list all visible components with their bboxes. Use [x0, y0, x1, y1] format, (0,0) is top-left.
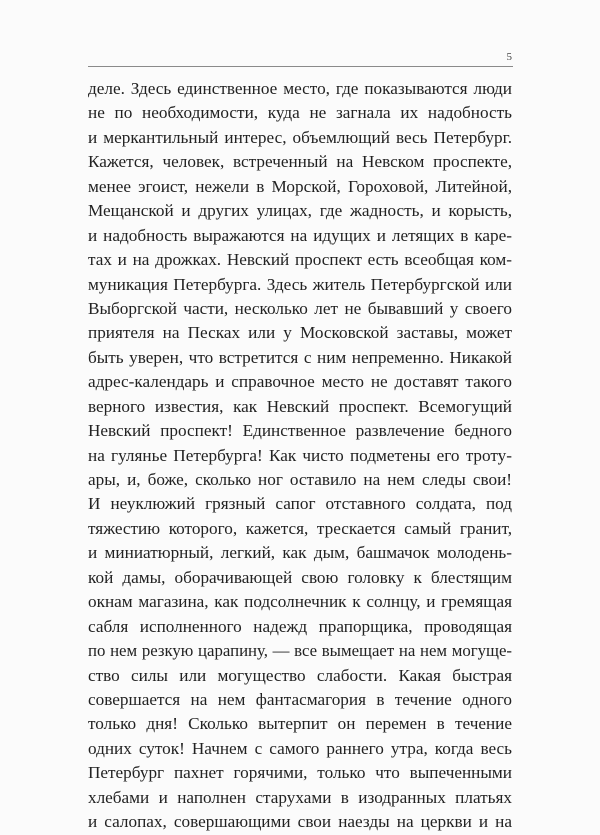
text-line: Петербург пахнет горячими, только что выпеченными — [88, 763, 512, 783]
text-line: адрес-календарь и справочное место не доставят такого — [88, 372, 512, 392]
text-line: хлебами и наполнен старухами в изодранных платьях — [88, 787, 512, 807]
text-line: кой дамы, оборачивающей свою головку к блестящим — [88, 567, 512, 587]
text-line: Выборгской части, несколько лет не бывавший у своего — [88, 298, 512, 318]
text-line: тах и на дрожках. Невский проспект есть всеобщая ком- — [88, 250, 512, 270]
text-line: быть уверен, что встретится с ним непременно. Никакой — [88, 347, 512, 367]
text-line: и салопах, совершающими свои наезды на церкви и на — [88, 812, 512, 832]
text-line: верного известия, как Невский проспект. Всемогущий — [88, 396, 512, 416]
text-line: и миниатюрный, легкий, как дым, башмачок молодень- — [88, 543, 512, 563]
text-line: окнам магазина, как подсолнечник к солнцу, и гремящая — [88, 592, 512, 612]
text-line: менее эгоист, нежели в Морской, Гороховой, Литейной, — [88, 176, 512, 196]
text-line: и надобность выражаются на идущих и летящих в каре- — [88, 225, 512, 245]
text-line: ары, и, боже, сколько ног оставило на нем следы свои! — [88, 470, 512, 489]
header-rule — [88, 66, 513, 67]
text-line: и меркантильный интерес, объемлющий весь Петербург. — [88, 127, 512, 147]
text-line: одних суток! Начнем с самого раннего утра, когда весь — [88, 738, 512, 758]
text-line: на гулянье Петербурга! Как чисто подметены его троту- — [88, 445, 512, 465]
text-line: приятеля на Песках или у Московской заставы, может — [88, 323, 512, 343]
text-line: не по необходимости, куда не загнала их надобность — [88, 103, 512, 123]
text-line: муникация Петербурга. Здесь житель Петербургской или — [88, 274, 512, 294]
text-line: сабля исполненного надежд прапорщика, проводящая — [88, 616, 512, 636]
text-line: ство силы или могущество слабости. Какая быстрая — [88, 665, 512, 685]
text-line: Невский проспект! Единственное развлечение бедного — [88, 421, 512, 441]
body-text — [88, 77, 512, 835]
text-line: по нем резкую царапину, — все вымещает на нем могуще- — [88, 641, 512, 661]
text-line: совершается на нем фантасмагория в течение одного — [88, 689, 512, 709]
text-line: Кажется, человек, встреченный на Невском проспекте, — [88, 152, 512, 172]
text-line: Мещанской и других улицах, где жадность, и корысть, — [88, 201, 512, 221]
page-number: 5 — [506, 51, 512, 63]
text-line: только дня! Сколько вытерпит он перемен в течение — [88, 714, 512, 734]
text-line: тяжестию которого, кажется, трескается самый гранит, — [88, 518, 512, 538]
text-line: деле. Здесь единственное место, где показываются люди — [88, 79, 512, 98]
text-line: И неуклюжий грязный сапог отставного солдата, под — [88, 494, 512, 514]
